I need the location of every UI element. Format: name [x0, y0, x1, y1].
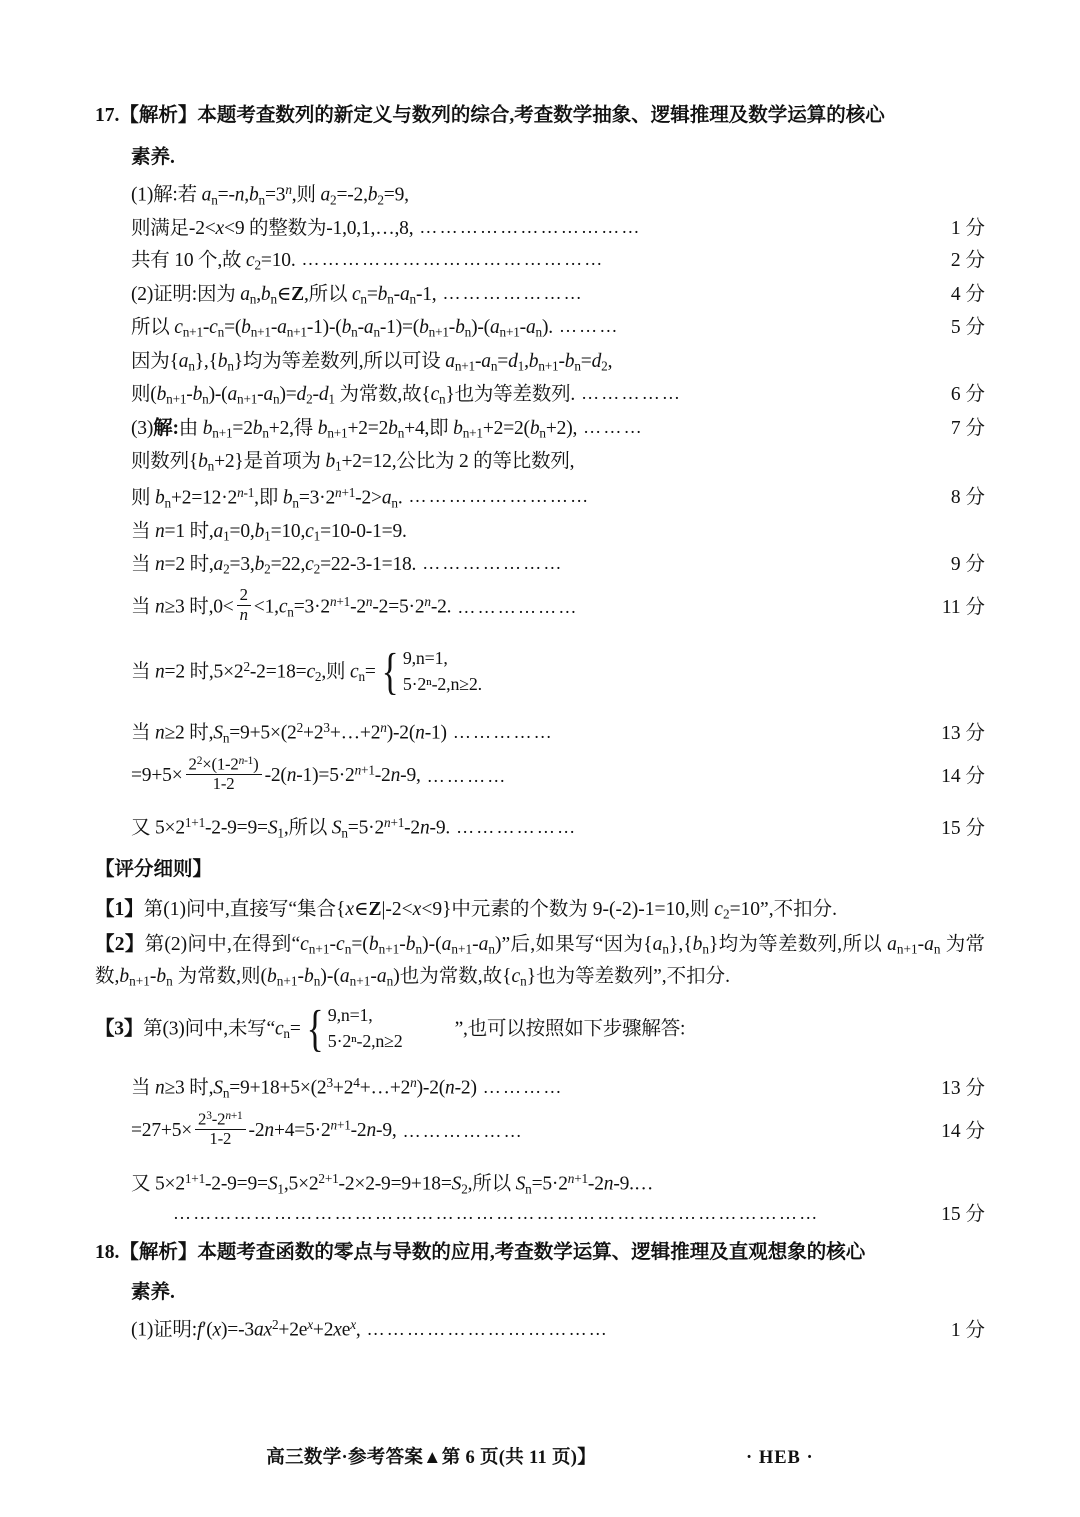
solution-line [95, 219, 985, 239]
question-18-block [95, 1237, 985, 1340]
line-content: =9+5× $\frac{2^2\times(1-2^{n-1})}{1-2}$ $-2(n-1)=5\cdot 2^{n+1}-2n-9$, [131, 754, 421, 794]
solution-line-fraction [95, 585, 985, 628]
solution-line-cases [95, 643, 985, 700]
line-content: 又 $5\times 2^{1+1}-2-9=9=S_1$,所以 $S_n=5\cdot 2^{n+1}-2n-9$. [131, 815, 451, 841]
q18-header-text2: 素养. [131, 1281, 175, 1303]
dot-leader: ……………… [457, 597, 579, 616]
line-content: (1)证明$:f'(x)=-3ax^2+2e^x+2xe^x$, [131, 1317, 361, 1341]
page-footer [0, 1443, 1080, 1469]
line-score: 2 分 [950, 250, 985, 272]
line-score: 14 分 [941, 1121, 985, 1143]
line-score: 14 分 [941, 766, 985, 788]
line-content: 则数列$\{b_n+2\}$是首项为 $b_1+2=12$,公比为 2 的等比数列, [131, 451, 575, 474]
line-content: 共有 10 个,故 $c_2=10$. [131, 250, 296, 273]
fraction-denominator: 1-2 [209, 1129, 232, 1149]
grading-rule-2: 【2】第(2)问中,在得到“$c_{n+1}-c_n=(b_{n+1}-b_n)-(a_{n+1}-a_n)$”后,如果写“因为$\{a_n\},\{b_n\}$均为等差数列,所以 $a_{n+1}-a_n$ 为常数$,b_{n+1}-b_n$ 为常数,则$(b_{n+1}-b_n)-(a_{n+1}-a_n)$也为常数,故$\{c_n\}$也为等差数列”,不扣分. [95, 934, 985, 989]
dot-leader: ………………… [422, 554, 564, 573]
dot-leader: ………………… [442, 283, 584, 302]
dot-leader: ……… [583, 417, 644, 436]
line-score: 13 分 [941, 722, 985, 744]
solution-line [95, 522, 985, 543]
footer-left: 高三数学·参考答案▲第 6 页(共 11 页)】 [266, 1448, 597, 1468]
fraction-denominator: 1-2 [212, 774, 235, 794]
dot-leader: ……………………… [408, 487, 591, 506]
dot-leader: …………… [581, 384, 683, 403]
line-content: (1)解:若 $a_n=-n,b_n=3^n$,则 $a_2=-2,b_2=9$, [131, 182, 409, 208]
solution-line [95, 352, 985, 373]
line-score: 1 分 [950, 218, 985, 240]
line-content: 【3】第(3)问中,未写“$c_n=$ { 9,n=1, 5·2ⁿ-2,n≥2 ”,也可以按照如下步骤解答: [95, 1000, 686, 1057]
solution-line [95, 1076, 985, 1100]
line-content: 当 n=2 时$,a_2=3,b_2=22,c_2=22-3-1=18$. [131, 554, 417, 577]
q18-solution-line [95, 1318, 985, 1340]
fraction-denominator: n [239, 604, 248, 624]
line-content: 因为$\{a_n\},\{b_n\}$均为等差数列,所以可设 $a_{n+1}-a_n=d_1,b_{n+1}-b_n=d_2$, [131, 350, 613, 374]
solution-line [95, 555, 985, 576]
grading-rule-3 [95, 1000, 985, 1057]
q17-number: 17. [95, 105, 120, 126]
case-1: 9,n=1, [327, 1005, 373, 1026]
fraction-numerator: $2^2\times(1-2^{n-1})$ [186, 755, 262, 775]
dot-leader: …………………………… [419, 218, 642, 237]
q17-analysis-tag: 【解析】 [119, 105, 198, 126]
line-score: 6 分 [950, 384, 985, 406]
dot-leader: ………… [426, 766, 508, 785]
line-score: 4 分 [950, 283, 985, 305]
line-content: (2)证明:因为 $a_n,b_n\in Z$,所以 $c_n=b_n-a_n-1$, [131, 283, 437, 307]
line-score: 15 分 [941, 818, 985, 840]
line-score: 5 分 [950, 317, 985, 339]
solution-line [95, 419, 985, 440]
line-score: 11 分 [941, 597, 985, 619]
solution-line [95, 486, 985, 510]
line-score: 15 分 [941, 1204, 985, 1226]
q18-header [95, 1237, 985, 1269]
grading-rule-1: 【1】第(1)问中,直接写“集合{x∈Z|-2<x<9}中元素的个数为 9-(-2)-1=10,则 $c_2=10$”,不扣分. [95, 898, 837, 922]
line-content: 又 $5\times 2^{1+1}-2-9=9=S_1,5\times 2^{2+1}-2\times 2-9=9+18=S_2$,所以 $S_n=5\cdot 2^{n+1}-2n-9.\dots$ [131, 1170, 654, 1196]
q17-solution-lines [95, 183, 985, 840]
q18-header-text: 本题考查函数的零点与导数的应用,考查数学运算、逻辑推理及直观想象的核心 [197, 1242, 866, 1264]
q18-analysis-tag: 【解析】 [119, 1242, 198, 1264]
solution-line-fraction [95, 754, 985, 796]
line-content: 当 n≥3 时,0< $\frac{2}{n}$ $<1,c_n=3\cdot 2^{n+1}-2^n-2=5\cdot 2^n-2$. [131, 585, 452, 624]
line-content: 则满足-2<x<9 的整数为-1,0,1,…,8, [131, 218, 414, 240]
q17-header [95, 100, 985, 132]
solution-line [95, 452, 985, 473]
solution-line [95, 285, 985, 306]
line-content: 则 $b_n+2=12\cdot 2^{n-1}$,即 $b_n=3\cdot 2^{n+1}-2>a_n$. [131, 484, 403, 510]
line-content: 则$(b_{n+1}-b_n)-(a_{n+1}-a_n)=d_2-d_1$ 为常数,故$\{c_n\}$也为等差数列. [131, 384, 576, 407]
fraction [186, 755, 262, 794]
line-score: 9 分 [950, 554, 985, 576]
solution-line [95, 251, 985, 272]
solution-line-fraction [95, 1109, 985, 1151]
cases-brace: { 9,n=1, 5·2ⁿ-2,n≥2. [381, 643, 482, 700]
line-score: 1 分 [950, 1319, 985, 1341]
q18-header-text2-wrap [95, 1277, 985, 1309]
case-2: 5·2ⁿ-2,n≥2. [402, 674, 482, 695]
q17-header-text2-wrap [95, 142, 985, 174]
line-content: 所以 $c_{n+1}-c_n=(b_{n+1}-a_{n+1}-1)-(b_n-a_n-1)=(b_{n+1}-b_n)-(a_{n+1}-a_n)$. [131, 317, 553, 340]
line-content: 当 n=2 时$,5\times 2^2-2=18=c_2$,则 $c_n=$ { 9,n=1, 5·2ⁿ-2,n≥2. [131, 643, 482, 700]
line-content: 当 n≥2 时$,S_n=9+5\times(2^2+2^3+\dots+2^n)-2(n-1)$ [131, 720, 447, 746]
line-score: 7 分 [950, 417, 985, 439]
dot-leader: ……………………………… [366, 1319, 609, 1338]
line-score: 8 分 [950, 487, 985, 509]
solution-line [95, 721, 985, 745]
line-content: 当 n=1 时$,a_1=0,b_1=10,c_1=10-0-1=9$. [131, 520, 407, 544]
q17-header-text: 本题考查数列的新定义与数列的综合,考查数学抽象、逻辑推理及数学运算的核心 [197, 105, 885, 126]
dot-leader: ………… [482, 1077, 564, 1096]
solution-line [95, 385, 985, 406]
solution-line [95, 183, 985, 207]
cases-brace: { 9,n=1, 5·2ⁿ-2,n≥2 [306, 1000, 403, 1057]
fraction-numerator: 2 [237, 586, 251, 606]
dot-leader: ……………………………………… [301, 250, 605, 269]
solution-line [95, 816, 985, 840]
solution-line [95, 1172, 985, 1196]
fraction [237, 586, 251, 625]
case-2: 5·2ⁿ-2,n≥2 [327, 1031, 403, 1052]
line-content: =27+5× $\frac{2^3-2^{n+1}}{1-2}$ $-2n+4=5\cdot 2^{n+1}-2n-9$, [131, 1109, 397, 1149]
footer-right: · HEB · [746, 1448, 814, 1468]
line-content: 当 n≥3 时$,S_n=9+18+5\times(2^3+2^4+\dots+2^n)-2(n-2)$ [131, 1075, 477, 1101]
case-1: 9,n=1, [402, 648, 448, 669]
question-17-block [95, 100, 985, 173]
q17-header-text2: 素养. [131, 146, 175, 168]
fraction-numerator: $2^3-2^{n+1}$ [195, 1110, 246, 1130]
q18-number: 18. [95, 1242, 120, 1264]
grading-rules-title: 【评分细则】 [95, 858, 213, 880]
dot-leader: …………… [452, 722, 554, 741]
solution-line-continuation [95, 1205, 985, 1225]
dot-leader: ……………… [402, 1121, 524, 1140]
line-content: (3)解:由 $b_{n+1}=2b_n+2$,得 $b_{n+1}+2=2b_n+4$,即 $b_{n+1}+2=2(b_n+2)$, [131, 417, 578, 441]
line-score: 13 分 [941, 1077, 985, 1099]
fraction [195, 1110, 246, 1149]
dot-leader: …………………………………………………………………………………… [173, 1204, 820, 1223]
dot-leader: ……………… [456, 818, 578, 837]
solution-line [95, 318, 985, 339]
dot-leader: ……… [558, 317, 620, 336]
